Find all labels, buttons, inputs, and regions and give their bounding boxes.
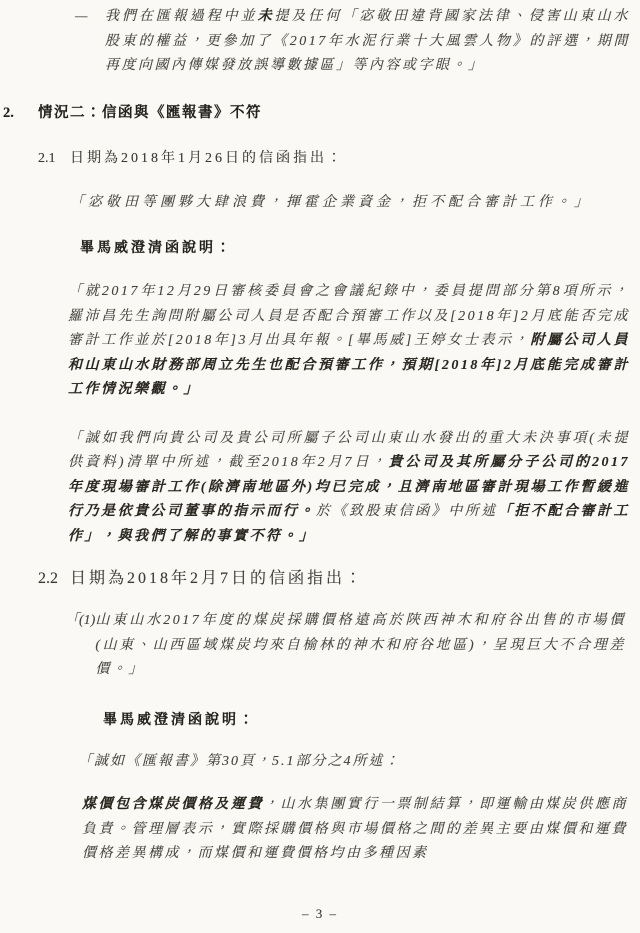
subsection-number: 2.2 [38, 570, 58, 587]
letter-quote-2-1: 「宓敬田等團夥大肆浪費，揮霍企業資金，拒不配合審計工作。」 [70, 194, 592, 210]
subsection-intro-text: 日期為2018年2月7日的信函指出： [70, 570, 365, 587]
section-heading [3, 102, 630, 124]
clarification-heading-1: 畢馬威澄清函說明： [80, 241, 233, 256]
quote-item-text: 山東山水2017年度的煤炭採購價格遠高於陝西神木和府谷出售的市場價(山東、山西區域煤炭均來自榆林的神木和府谷地區)，呈現巨大不合理差價。」 [95, 613, 626, 677]
clarification-paragraph-2: 「誠如我們向貴公司及貴公司所屬子公司山東山水發出的重大未決事項(未提供資料)清單中所述，截至2018年2月7日，貴公司及其所屬分子公司的2017年度現場審計工作(除濟南地區外)均已完成，且濟南地區審計現場工作暫緩進行乃是依貴公司董事的指示而行。於《致股東信函》中所述「拒不配合審計工作」，與我們了解的事實不符。」 [68, 430, 631, 544]
clarification-paragraph-1: 「就2017年12月29日審核委員會之會議紀錄中，委員提問部分第8項所示，羅沛昌先生詢問附屬公司人員是否配合預審工作以及[2018年]2月底能否完成審計工作並於[2018年]3月出具年報。[畢馬威]王婷女士表示，附屬公司人員和山東山水財務部周立先生也配合預審工作，預期[2018年]2月底能完成審計工作情況樂觀。」 [68, 284, 631, 397]
document-page [0, 5, 640, 933]
subsection-2-1-intro [38, 146, 630, 171]
coal-price-paragraph: 煤價包含煤炭價格及運費，山水集團實行一票制結算，即運輸由煤炭供應商負責。管理層表示，實際採購價格與市場價格之間的差異主要由煤價和運費價格差異構成，而煤價和運費價格均由多種因素 [82, 797, 628, 861]
page-number: – 3 – [302, 906, 338, 921]
subsection-intro-text: 日期為2018年1月26日的信函指出： [70, 150, 344, 166]
section-title: 情況二：信函與《匯報書》不符 [38, 104, 262, 121]
report-reference-line: 「誠如《匯報書》第30頁，5.1部分之4所述： [78, 753, 401, 769]
quote-item-marker: 「(1) [65, 613, 96, 628]
top-list-item [75, 5, 630, 79]
subsection-2-2-intro [38, 566, 630, 591]
list-dash-marker: — [75, 9, 90, 24]
subsection-number: 2.1 [38, 150, 56, 166]
section-number: 2. [3, 104, 14, 121]
clarification-heading-2: 畢馬威澄清函說明： [103, 712, 256, 728]
top-quote-paragraph: 我們在匯報過程中並未提及任何「宓敬田違背國家法律、侵害山東山水股東的權益，更參加了《2017年水泥行業十大風雲人物》的評選，期間再度向國內傳媒發放誤導數據區」等內容或字眼。」 [105, 9, 631, 73]
letter-quote-2-2 [65, 609, 626, 683]
